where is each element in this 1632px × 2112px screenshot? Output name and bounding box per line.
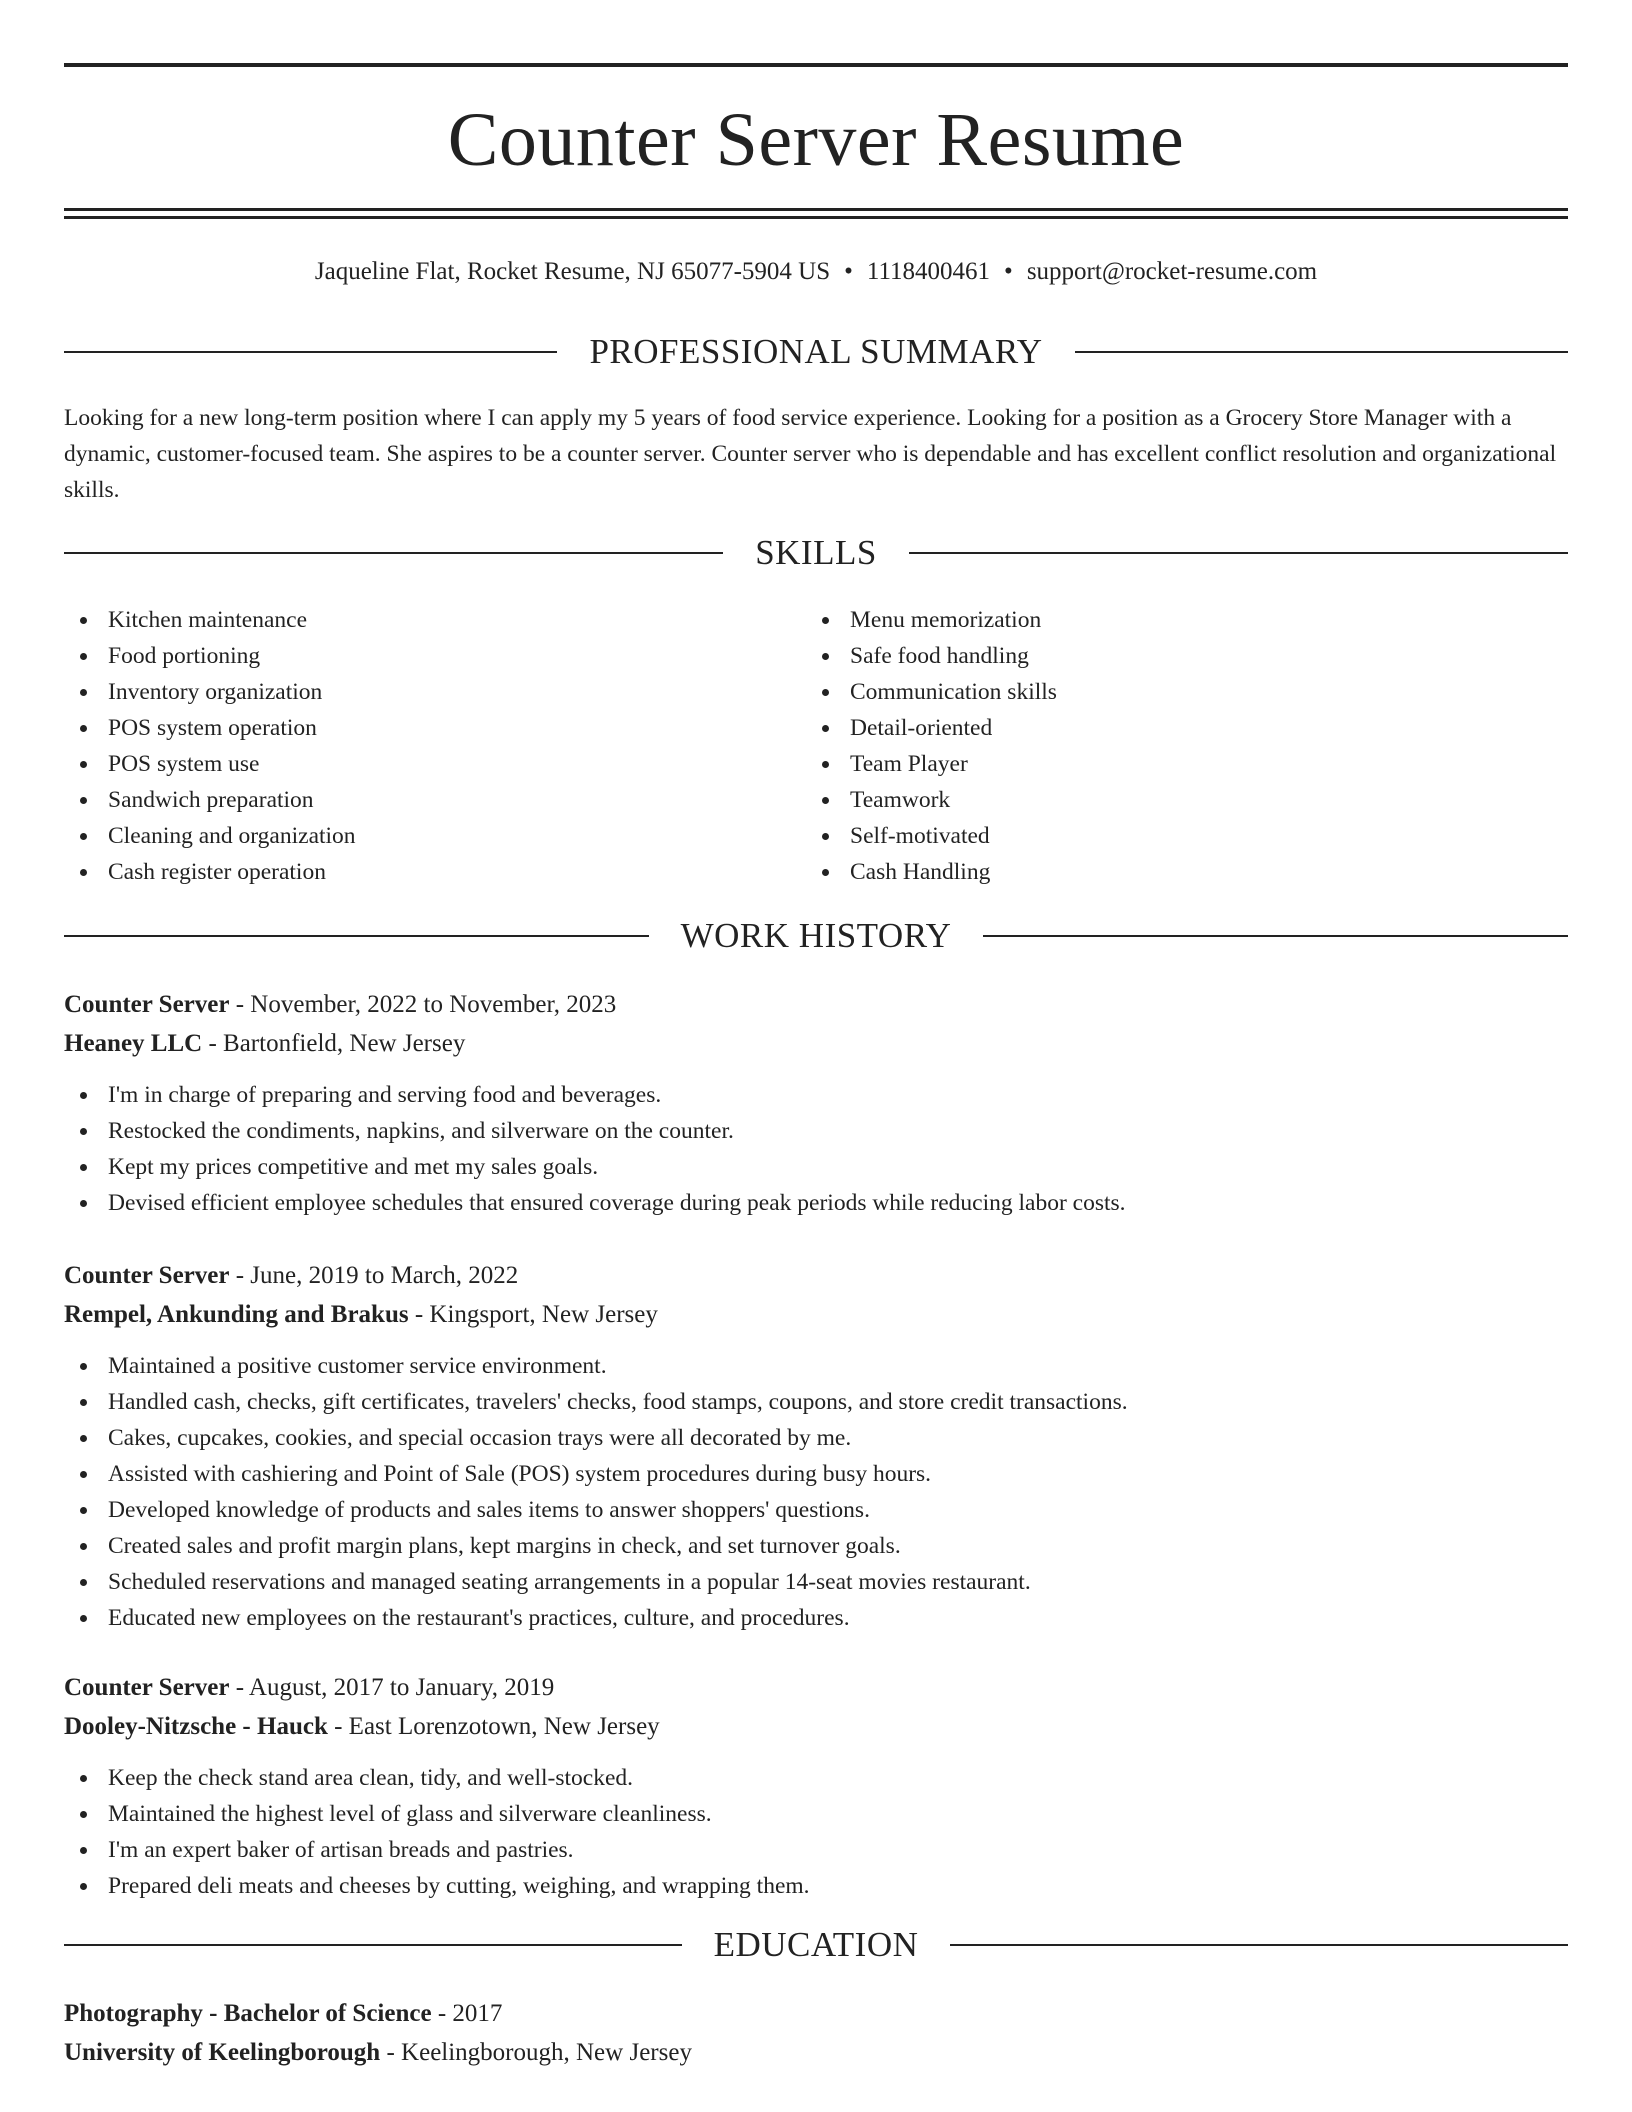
job-entry [64, 1256, 1568, 1636]
resume-title: Counter Server Resume [447, 98, 1185, 182]
section-title-summary: PROFESSIONAL SUMMARY [589, 332, 1043, 371]
skill-item: Team Player [806, 746, 1506, 782]
job-duty-item: Scheduled reservations and managed seating arrangements in a popular 14-seat movies restaurant. [64, 1564, 1568, 1600]
contact-email: support@rocket-resume.com [1026, 258, 1318, 285]
section-title-work-history: WORK HISTORY [680, 916, 952, 955]
job-company-line [64, 1707, 1568, 1746]
title-rule-upper [64, 208, 1568, 211]
contact-address: Jaqueline Flat, Rocket Resume, NJ 65077-5904 US [314, 258, 831, 285]
section-header-skills [64, 533, 1568, 573]
skill-item: Inventory organization [64, 674, 764, 710]
section-divider [64, 935, 649, 937]
job-company-line [64, 1295, 1568, 1334]
job-duty-item: Cakes, cupcakes, cookies, and special occasion trays were all decorated by me. [64, 1420, 1568, 1456]
job-location: - East Lorenzotown, New Jersey [327, 1713, 660, 1740]
skill-item: Cash register operation [64, 854, 764, 890]
section-title-skills: SKILLS [755, 533, 877, 572]
section-header-work-history [64, 916, 1568, 956]
contact-separator: • [844, 258, 853, 285]
job-entry [64, 1668, 1568, 1904]
job-location: - Kingsport, New Jersey [408, 1301, 658, 1328]
skill-item: Safe food handling [806, 638, 1506, 674]
job-duty-item: Prepared deli meats and cheeses by cutting, weighing, and wrapping them. [64, 1868, 1568, 1904]
job-duty-item: Keep the check stand area clean, tidy, and well-stocked. [64, 1760, 1568, 1796]
education-entry [64, 1994, 1568, 2072]
section-divider [64, 1944, 682, 1946]
section-divider [983, 935, 1568, 937]
job-company-line [64, 1024, 1568, 1063]
job-title: Counter Server [64, 991, 230, 1018]
section-divider [1075, 351, 1568, 353]
education-school-line [64, 2033, 1568, 2072]
top-rule [64, 63, 1568, 67]
skills-column-left [64, 602, 764, 890]
job-duty-item: Developed knowledge of products and sales items to answer shoppers' questions. [64, 1492, 1568, 1528]
education-school: University of Keelingborough [64, 2039, 381, 2066]
job-duty-item: Educated new employees on the restaurant's practices, culture, and procedures. [64, 1600, 1568, 1636]
skill-item: Kitchen maintenance [64, 602, 764, 638]
job-dates: - November, 2022 to November, 2023 [229, 991, 617, 1018]
section-divider [64, 552, 723, 554]
job-company: Heaney LLC [64, 1030, 203, 1057]
job-dates: - August, 2017 to January, 2019 [229, 1674, 555, 1701]
skill-item: Sandwich preparation [64, 782, 764, 818]
section-header-summary [64, 332, 1568, 372]
section-divider [909, 552, 1568, 554]
skill-item: Self-motivated [806, 818, 1506, 854]
education-location: - Keelingborough, New Jersey [380, 2039, 692, 2066]
job-location: - Bartonfield, New Jersey [202, 1030, 466, 1057]
job-title: Counter Server [64, 1262, 230, 1289]
summary-text: Looking for a new long-term position where I can apply my 5 years of food service experience. Looking for a position as a Grocery Store Manager with a dynamic, customer-focused team. She aspires to be a counter server. Counter server who is dependable and has excellent conflict resolution and organizational skills. [64, 405, 1557, 503]
skill-item: POS system operation [64, 710, 764, 746]
skill-item: Detail-oriented [806, 710, 1506, 746]
job-duty-item: Maintained a positive customer service environment. [64, 1348, 1568, 1384]
skill-item: Teamwork [806, 782, 1506, 818]
section-title-education: EDUCATION [713, 1925, 919, 1964]
contact-line [64, 254, 1568, 290]
job-title-line [64, 1668, 1568, 1707]
job-duty-item: I'm an expert baker of artisan breads and pastries. [64, 1832, 1568, 1868]
skill-item: Menu memorization [806, 602, 1506, 638]
contact-phone: 1118400461 [866, 258, 991, 285]
job-dates: - June, 2019 to March, 2022 [229, 1262, 519, 1289]
skill-item: Food portioning [64, 638, 764, 674]
section-divider [950, 1944, 1568, 1946]
job-duty-item: Kept my prices competitive and met my sales goals. [64, 1149, 1568, 1185]
education-degree-line [64, 1994, 1568, 2033]
job-duty-item: Maintained the highest level of glass and silverware cleanliness. [64, 1796, 1568, 1832]
skill-item: Cleaning and organization [64, 818, 764, 854]
job-duties [64, 1077, 1568, 1221]
job-title-line [64, 1256, 1568, 1295]
section-header-education [64, 1925, 1568, 1965]
job-duty-item: Devised efficient employee schedules that ensured coverage during peak periods while reducing labor costs. [64, 1185, 1568, 1221]
job-title: Counter Server [64, 1674, 230, 1701]
skill-item: POS system use [64, 746, 764, 782]
section-divider [64, 351, 557, 353]
skill-item: Cash Handling [806, 854, 1506, 890]
job-duty-item: Restocked the condiments, napkins, and silverware on the counter. [64, 1113, 1568, 1149]
education-year: - 2017 [431, 2000, 503, 2027]
contact-separator: • [1004, 258, 1013, 285]
job-title-line [64, 985, 1568, 1024]
job-duty-item: Assisted with cashiering and Point of Sale (POS) system procedures during busy hours. [64, 1456, 1568, 1492]
job-company: Dooley-Nitzsche - Hauck [64, 1713, 328, 1740]
job-duty-item: I'm in charge of preparing and serving food and beverages. [64, 1077, 1568, 1113]
skill-item: Communication skills [806, 674, 1506, 710]
job-duty-item: Created sales and profit margin plans, kept margins in check, and set turnover goals. [64, 1528, 1568, 1564]
job-duty-item: Handled cash, checks, gift certificates, travelers' checks, food stamps, coupons, and store credit transactions. [64, 1384, 1568, 1420]
education-degree: Photography - Bachelor of Science [64, 2000, 432, 2027]
job-entry [64, 985, 1568, 1221]
job-duties [64, 1760, 1568, 1904]
job-company: Rempel, Ankunding and Brakus [64, 1301, 409, 1328]
skills-column-right [806, 602, 1506, 890]
job-duties [64, 1348, 1568, 1636]
title-rule-lower [64, 216, 1568, 219]
